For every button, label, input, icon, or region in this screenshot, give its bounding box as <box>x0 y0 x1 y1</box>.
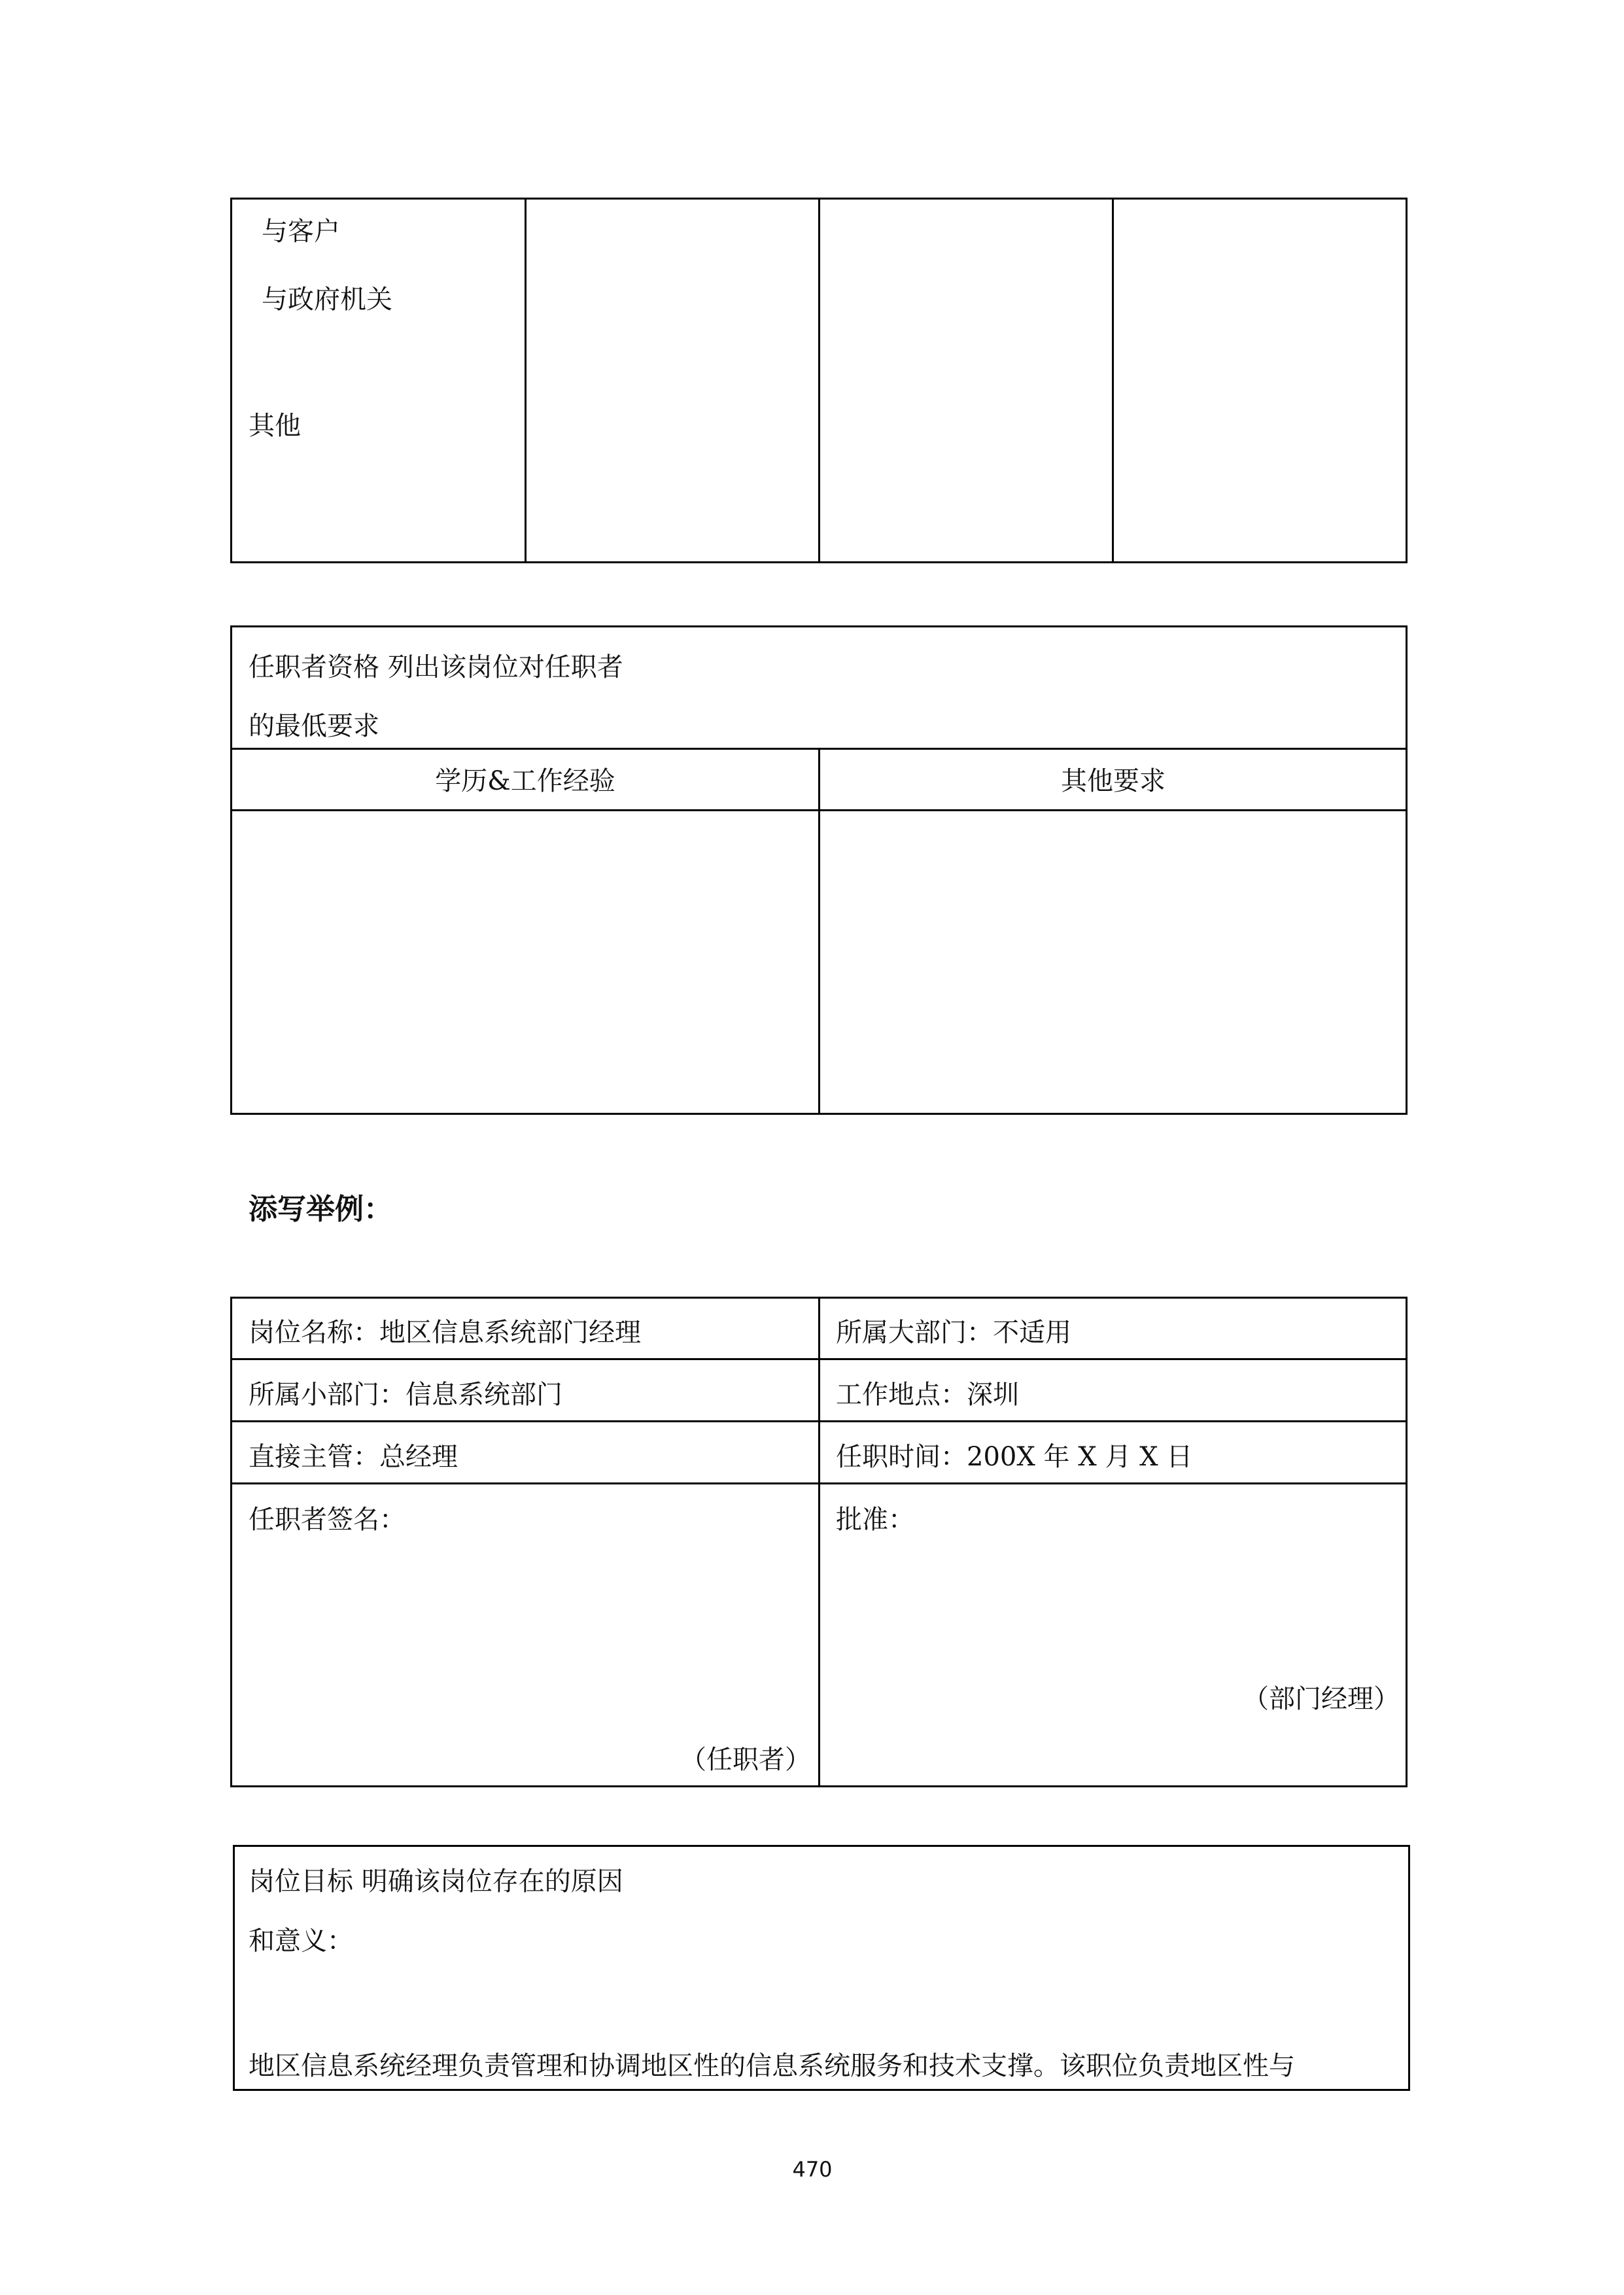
objective-line2: 和意义： <box>249 1926 353 1956</box>
example-heading: 添写举例： <box>249 1193 392 1226</box>
relations-col-divider-3 <box>1112 198 1114 563</box>
relation-other: 其他 <box>249 411 301 441</box>
example-tenure-time: 任职时间：200X 年 X 月 X 日 <box>836 1442 1193 1472</box>
objective-line1: 岗位目标 明确该岗位存在的原因 <box>249 1866 623 1897</box>
objective-line3: 地区信息系统经理负责管理和协调地区性的信息系统服务和技术支撑。该职位负责地区性与 <box>249 2051 1295 2081</box>
example-supervisor: 直接主管：总经理 <box>249 1442 458 1472</box>
example-row-divider-3 <box>230 1482 1408 1484</box>
example-row-divider-1 <box>230 1358 1408 1360</box>
example-col-divider <box>818 1297 820 1787</box>
page-number: 470 <box>792 2157 833 2182</box>
example-major-dept: 所属大部门：不适用 <box>836 1318 1071 1348</box>
qualification-col-divider <box>818 748 820 1115</box>
qualification-title-line1: 任职者资格 列出该岗位对任职者 <box>249 652 623 682</box>
example-minor-dept: 所属小部门：信息系统部门 <box>249 1380 562 1410</box>
example-approval-role: （部门经理） <box>1243 1684 1400 1714</box>
example-signature-label: 任职者签名： <box>249 1505 406 1535</box>
relations-col-divider-2 <box>818 198 820 563</box>
relation-customer: 与客户 <box>262 217 340 247</box>
example-signature-role: （任职者） <box>680 1745 811 1775</box>
example-work-location: 工作地点：深圳 <box>836 1380 1019 1410</box>
relation-government: 与政府机关 <box>262 285 392 315</box>
example-row-divider-2 <box>230 1420 1408 1422</box>
qualification-col-other: 其他要求 <box>1061 766 1166 796</box>
qualification-col-education: 学历&工作经验 <box>435 766 615 796</box>
relations-col-divider-1 <box>525 198 527 563</box>
example-approval-label: 批准： <box>836 1505 914 1535</box>
example-position-name: 岗位名称：地区信息系统部门经理 <box>249 1318 641 1348</box>
qualification-title-line2: 的最低要求 <box>249 711 379 741</box>
